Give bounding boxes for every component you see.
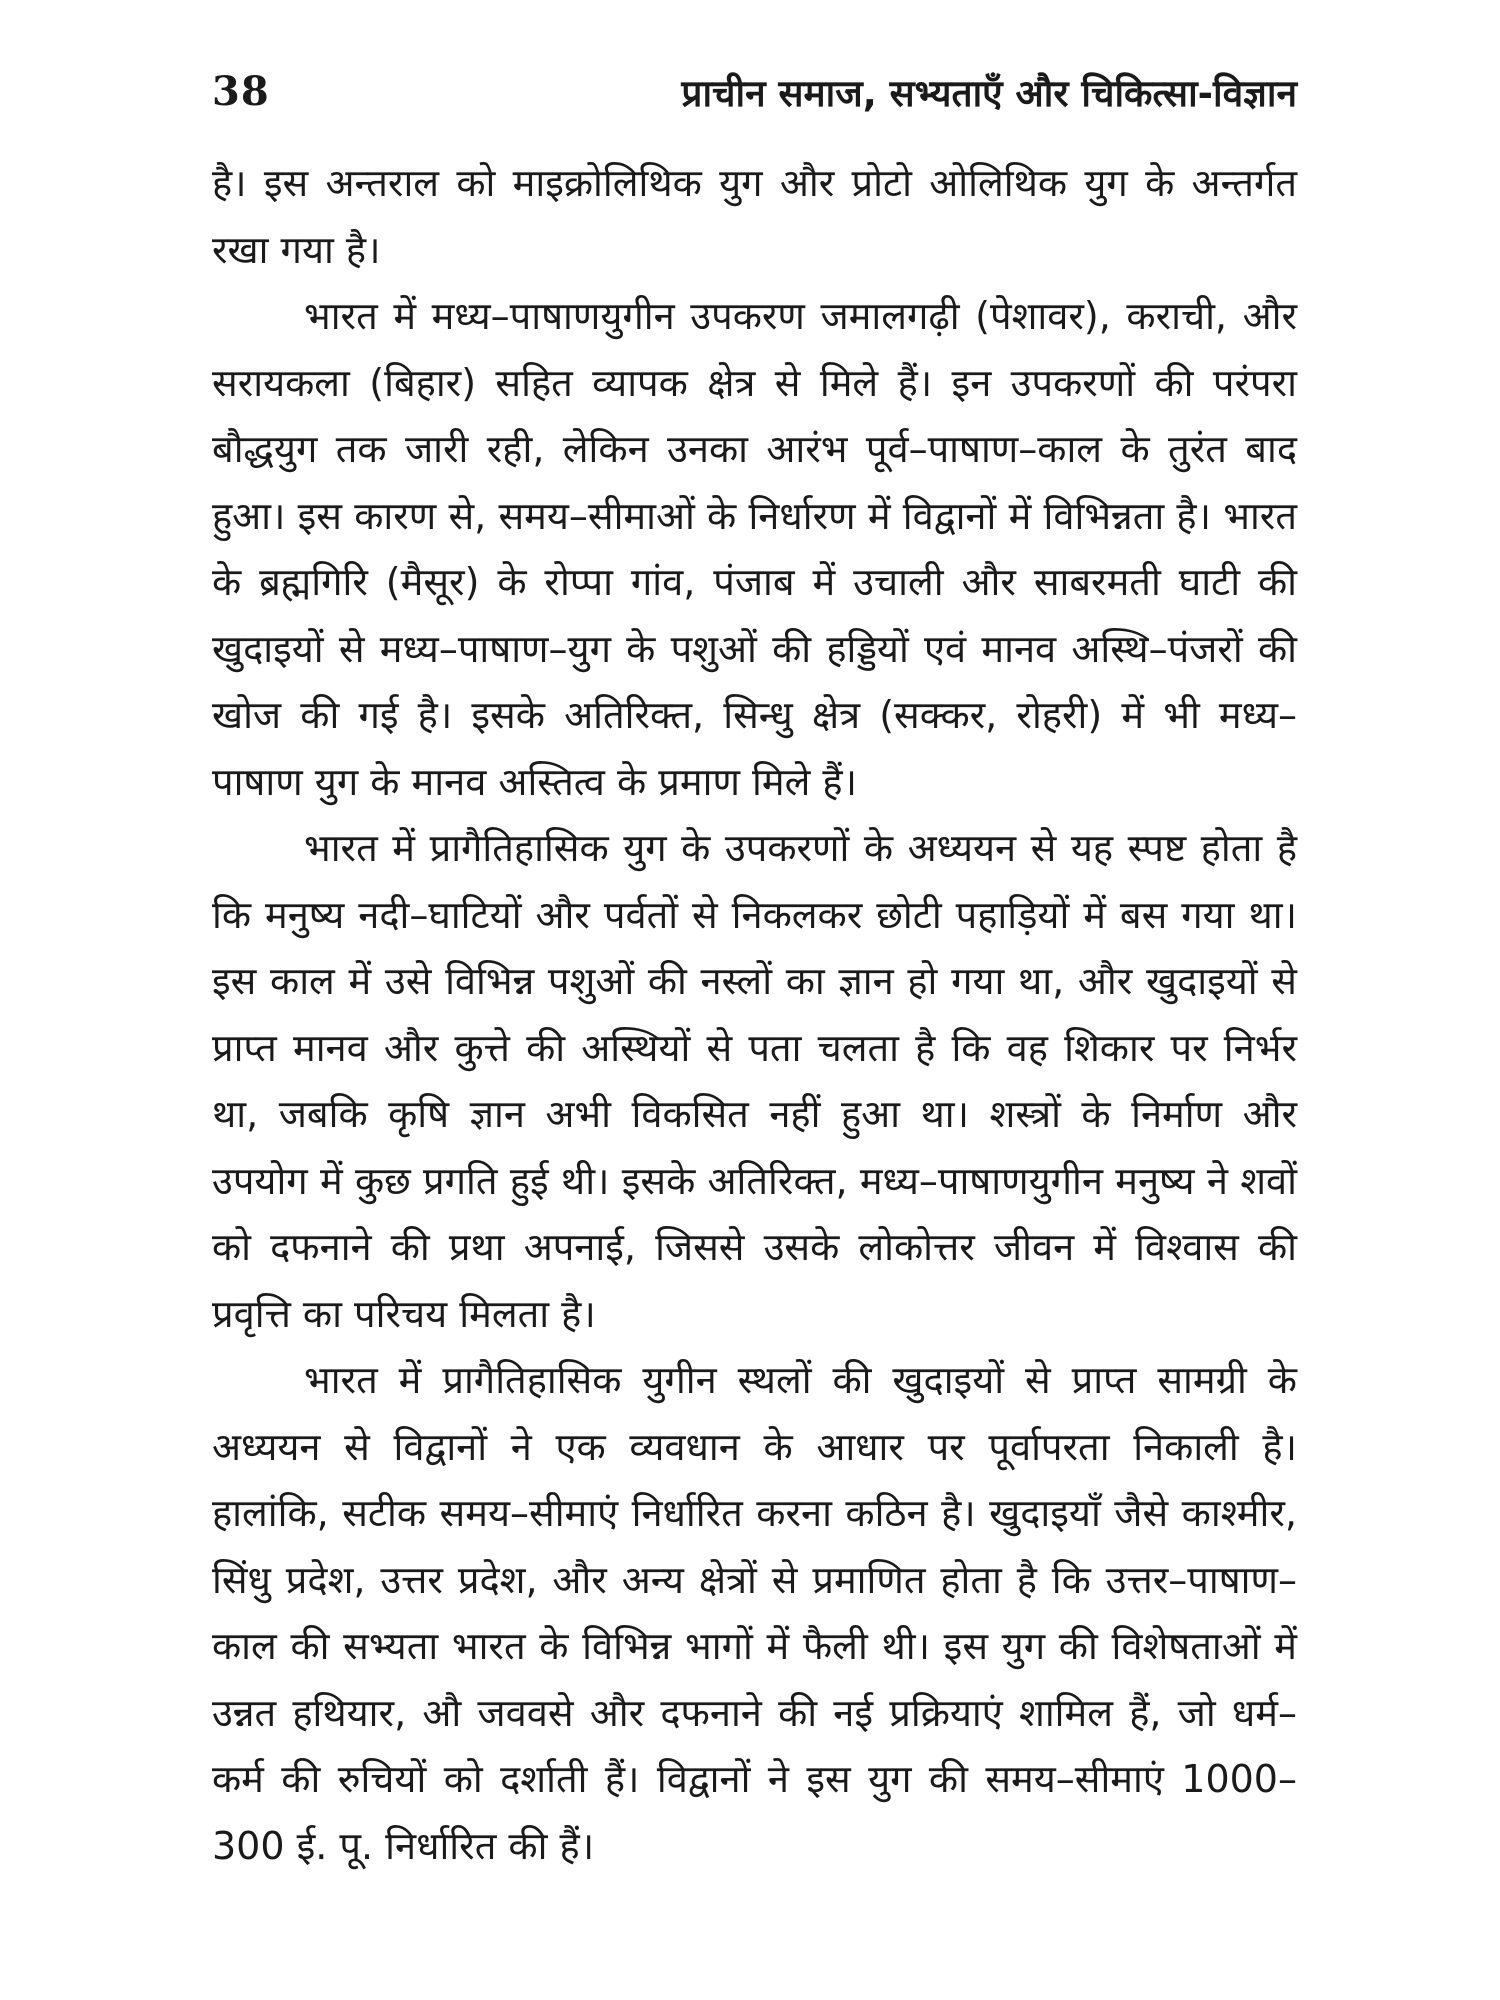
paragraph-continued: है। इस अन्तराल को माइक्रोलिथिक युग और प्रोटो ओलिथिक युग के अन्तर्गत रखा गया है।	[212, 161, 1297, 272]
paragraph-mesolithic-tools: भारत में मध्य–पाषाणयुगीन उपकरण जमालगढ़ी (पेशावर), कराची, और सरायकला (बिहार) सहित व्यापक क्षेत्र से मिले हैं। इन उपकरणों की परंपरा बौद्धयुग तक जारी रही, लेकिन उनका आरंभ पूर्व–पाषाण–काल के तुरंत बाद हुआ। इस कारण से, समय–सीमाओं के निर्धारण में विद्वानों में विभिन्नता है। भारत के ब्रह्मगिरि (मैसूर) के रोप्पा गांव, पंजाब में उचाली और साबरमती घाटी की खुदाइयों से मध्य–पाषाण–युग के पशुओं की हड्डियों एवं मानव अस्थि–पंजरों की खोज की गई है। इसके अतिरिक्त, सिन्धु क्षेत्र (सक्कर, रोहरी) में भी मध्य–पाषाण युग के मानव अस्तित्व के प्रमाण मिले हैं।	[212, 294, 1297, 804]
page-number: 38	[212, 67, 270, 115]
paragraph-excavations: भारत में प्रागैतिहासिक युगीन स्थलों की खुदाइयों से प्राप्त सामग्री के अध्ययन से विद्वानों ने एक व्यवधान के आधार पर पूर्वापरता निकाली है। हालांकि, सटीक समय–सीमाएं निर्धारित करना कठिन है। खुदाइयाँ जैसे काश्मीर, सिंधु प्रदेश, उत्तर प्रदेश, और अन्य क्षेत्रों से प्रमाणित होता है कि उत्तर–पाषाण–काल की सभ्यता भारत के विभिन्न भागों में फैली थी। इस युग की विशेषताओं में उन्नत हथियार, औ जववसे और दफनाने की नई प्रक्रियाएं शामिल हैं, जो धर्म–कर्म की रुचियों को दर्शाती हैं। विद्वानों ने इस युग की समय–सीमाएं 1000–300 ई. पू. निर्धारित की हैं।	[212, 1358, 1297, 1868]
body-text	[212, 150, 1297, 1879]
book-title: प्राचीन समाज, सभ्यताएँ और चिकित्सा-विज्ञान	[681, 71, 1297, 115]
paragraph-prehistoric-study: भारत में प्रागैतिहासिक युग के उपकरणों के अध्ययन से यह स्पष्ट होता है कि मनुष्य नदी–घाटियों और पर्वतों से निकलकर छोटी पहाड़ियों में बस गया था। इस काल में उसे विभिन्न पशुओं की नस्लों का ज्ञान हो गया था, और खुदाइयों से प्राप्त मानव और कुत्ते की अस्थियों से पता चलता है कि वह शिकार पर निर्भर था, जबकि कृषि ज्ञान अभी विकसित नहीं हुआ था। शस्त्रों के निर्माण और उपयोग में कुछ प्रगति हुई थी। इसके अतिरिक्त, मध्य–पाषाणयुगीन मनुष्य ने शवों को दफनाने की प्रथा अपनाई, जिससे उसके लोकोत्तर जीवन में विश्वास की प्रवृत्ति का परिचय मिलता है।	[212, 826, 1297, 1336]
running-header	[212, 56, 1297, 126]
